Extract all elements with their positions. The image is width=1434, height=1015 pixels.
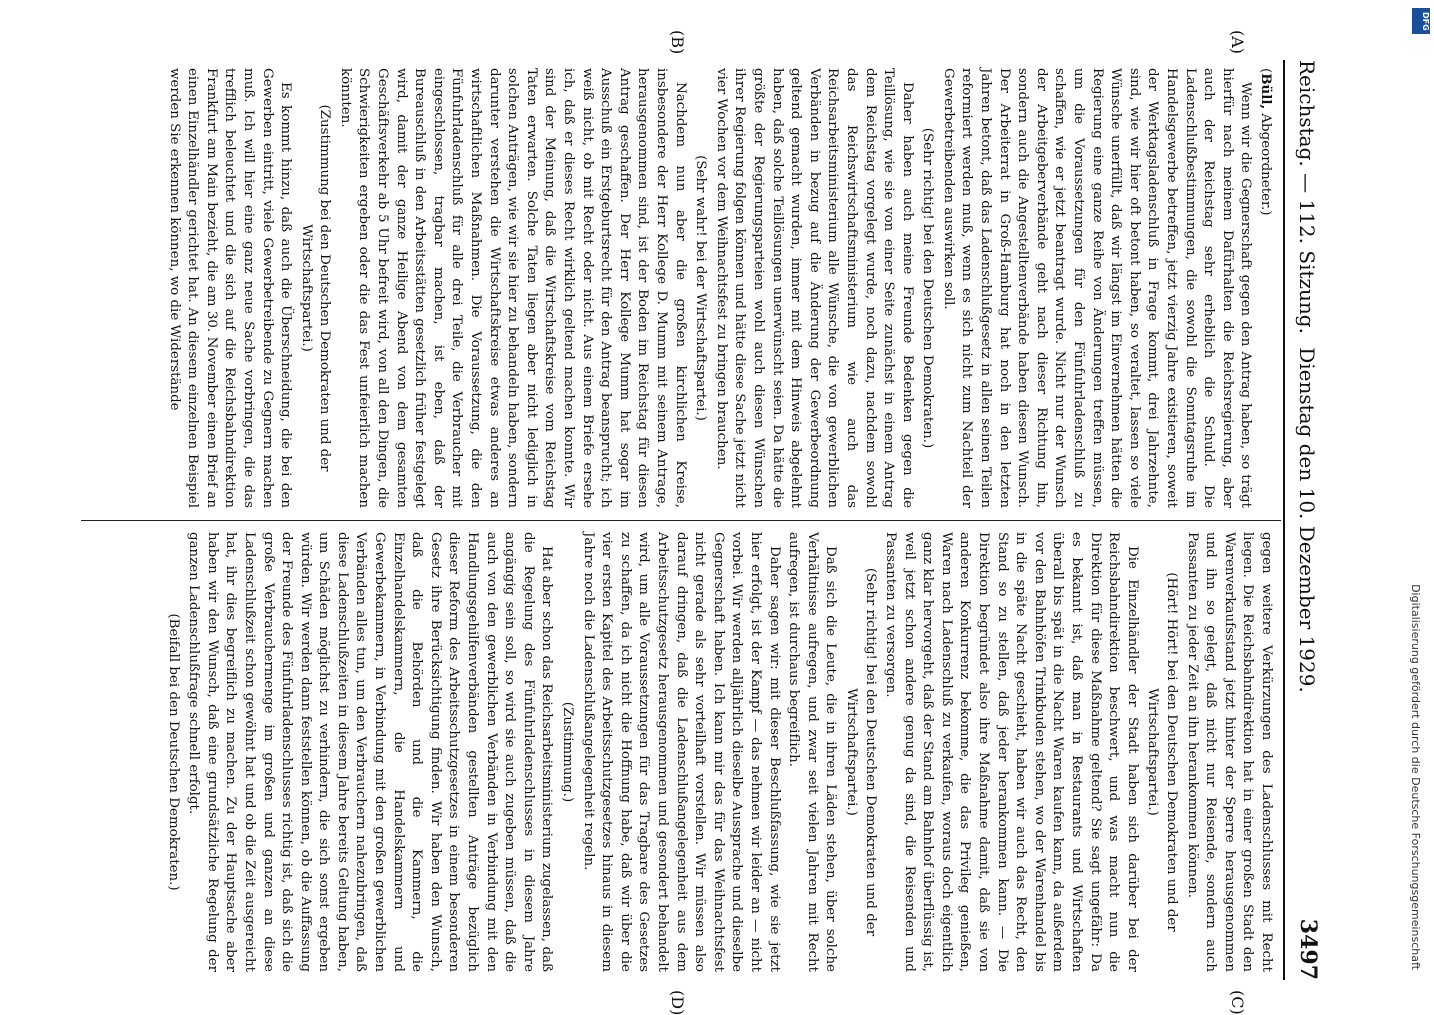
paragraph: gegen weitere Verkürzungen des Ladenschlusses mit Recht liegen. Die Reichsbahndirektion hat in einer großen Stadt den Warenverkaufsstand jetzt hinter der Sperre herausgenommen und ihn so gelegt, daß nicht nur Reisende, sondern auch Passanten zu jeder Zeit an ihn herankommen können. bbox=[1184, 532, 1274, 972]
interjection: (Zustimmung bei den Deutschen Demokraten und der Wirtschaftspartei.) bbox=[298, 104, 333, 472]
paragraph: Hat aber schon das Reichsarbeitsministerium zugelassen, daß die Regelung des Fünfuhrladenschlusses in diesem Jahre angängig sein soll, so wird sie auch zugeben müssen, daß die auch von den gewerblichen Verbänden in Verbindung mit den Handlungsgehilfenverbänden gestellten Anträge bezüglich dieser Reform des Arbeitsschutzgesetzes in einem besonderen Gesetz ihre Berücksichtigung finden. Wir haben den Wunsch, daß die Behörden und die Kammern, die Einzelhandelskammern, die Handelskammern und Gewerbekammern, in Verbindung mit den großen gewerblichen Verbänden alles tun, um den Verbrauchern nahezubringen, daß diese Ladenschlußzeiten in diesem Jahre bereits Geltung haben, um Schäden möglichst zu verhindern, die sich sonst ergeben würden. Wir werden dann feststellen können, ob die Auffassung der Freunde des Fünfuhrladenschlusses richtig ist, daß sich die große Verbrauchermenge im großen und ganzen an diese Ladenschlußzeit schon gewöhnt hat und ob die Zeit ausgereicht hat, ihr dies begreiflich zu machen. Zu der Hauptsache aber haben wir den Wunsch, daß eine grundsätzliche Regelung der ganzen Ladenschlußfrage schnell erfolgt. bbox=[186, 532, 555, 972]
paragraph: Daher sagen wir: mit dieser Beschlußfassung, wie sie jetzt hier erfolgt, ist der Kampf — das nehmen wir leider an — nicht vorbei. Wir werden alljährlich dieselbe Aussprache und dieselbe Gegnerschaft haben. Ich kann mir das für das Weihnachtsfest nicht gerade als sehr vorteilhaft vorstellen. Wir müssen also darauf dringen, daß die Ladenschlußangelegenheit aus dem Arbeitsschutzgesetz herausgenommen und gesondert behandelt wird, um alle Voraussetzungen für das Tragbare des Gesetzes zu schaffen, da ich nicht die Hoffnung habe, daß wir über die vier ersten Kapitel des Arbeitsschutzgesetzes hinaus in diesem Jahre noch die Ladenschlußangelegenheit regeln. bbox=[580, 532, 782, 972]
interjection: (Zustimmung.) bbox=[560, 701, 576, 803]
speaker-name: Büll, bbox=[1258, 73, 1274, 110]
margin-mark-c: (C) bbox=[1228, 990, 1247, 1015]
paragraph: Die Einzelhändler der Stadt haben sich darüber bei der Reichsbahndirektion beschwert, und was macht nun die Direktion für diese Maßnahme geltend? Sie sagt ungefähr: Da es bekannt ist, daß man in Restaurants und Wirtschaften überall bis spät in die Nacht Waren kaufen kann, da außerdem vor den Bahnhöfen Trinkbuden stehen, wo der Warenhandel bis in die späte Nacht geschieht, haben wir auch das Recht, den Stand so zu stellen, daß jeder herankommen kann. — Die Direktion begründet also ihre Maßnahme damit, daß sie von anderen Konkurrenz bekomme, die das Privileg genießen, Waren nach Ladenschluß zu verkaufen, woraus doch eigentlich ganz klar hervorgeht, daß der Stand am Bahnhof überflüssig ist, weil jetzt schon andere genug da sind, die Reisenden und Passanten zu versorgen. bbox=[883, 532, 1140, 972]
margin-mark-d: (D) bbox=[668, 990, 687, 1015]
rotated-page bbox=[67, 30, 1327, 1015]
digitization-imprint bbox=[1392, 10, 1432, 990]
paragraph: Wenn wir die Gegnerschaft gegen den Antrag haben, so trägt hierfür nach meinem Dafürhalten die Reichsregierung, aber auch der Reichstag sehr erheblich die Schuld. Die Ladenschlußbestimmungen, die sowohl die Sonntagsruhe im Handelsgewerbe betreffen, jetzt vierzig Jahre existieren, soweit der Werktagsladenschluß in Frage kommt, drei Jahrzehnte, sind, wie wir hier oft betont haben, so veraltet, lassen so viele Wünsche unerfüllt, daß wir längst im Einvernehmen hätten die Regierung eine ganze Reihe von Änderungen treffen müssen, um die Voraussetzungen für den Fünfuhrladenschluß zu schaffen, wie er jetzt beantragt wurde. Nicht nur der Wunsch der Arbeitgeberverbände geht nach dieser Richtung hin, sondern auch die Angestelltenverbände haben diesen Wunsch. Der Arbeiterrat in Groß-Hamburg hat noch in den letzten Jahren betont, daß das Ladenschlußgesetz in allen seinen Teilen reformiert werden muß, wenn es sich nicht zum Nachteil der Gewerbetreibenden auswirken soll. bbox=[940, 68, 1254, 508]
interjection: (Sehr richtig! bei den Deutschen Demokraten.) bbox=[920, 127, 936, 449]
header-rule bbox=[1283, 60, 1285, 980]
margin-mark-a: (A) bbox=[1228, 30, 1247, 55]
imprint-text: Digitalisierung gefördert durch die Deutsche Forschungsgemeinschaft bbox=[1409, 584, 1422, 970]
paragraph: Nachdem nun aber die großen kirchlichen Kreise, insbesondere der Herr Kollege D. Mumm mit seinem Antrage, herausgenommen sind, ist der Boden im Reichstag für diesen Antrag geschaffen. Der Herr Kollege Mumm hat sogar im Ausschuß ein Erstgeburtsrecht für den Antrag beansprucht; ich weiß nicht, ob mit Recht oder nicht. Aus einem Briefe ersehe ich, daß er dieses Recht wirklich geltend machen konnte. Wir sind der Meinung, daß die Wirtschaftskreise vom Reichstag Taten erwarten. Solche Taten liegen aber nicht lediglich in solchen Anträgen, wie wir sie hier zu behandeln haben, sondern darunter verstehen die Wirtschaftskreise etwas anderes an wirtschaftlichen Maßnahmen. Die Voraussetzung, die den Fünfuhrladenschluß für alle drei Teile, die Verbraucher mit eingeschlossen, tragbar machen, ist eben, daß der Bureauschluß in den Arbeitsstätten gesetzlich früher festgelegt wird, damit der ganze Heilige Abend von dem gesamten Geschäftsverkehr ab 5 Uhr befreit wird, von all den Dingen, die Schwierigkeiten ergeben oder die das Fest unfeierlich machen könnten. bbox=[337, 68, 688, 508]
interjection: (Sehr wahr! bei der Wirtschaftspartei.) bbox=[693, 155, 709, 421]
speaker-role: Abgeordneter.) bbox=[1258, 113, 1273, 216]
interjection: (Sehr richtig! bei den Deutschen Demokraten und der Wirtschaftspartei.) bbox=[843, 567, 878, 937]
right-column bbox=[161, 532, 1275, 972]
left-column bbox=[163, 68, 1275, 508]
header-left: Reichstag. — 112. Sitzung. bbox=[1295, 60, 1319, 334]
paragraph: Es kommt hinzu, daß auch die Überschneidung, die bei den Gewerben eintritt, viele Gewerbetreibende zu Gegnern machen muß. Ich will hier eine ganz neue Sache vorbringen, die das trefflich beleuchtet und die sich auf die Reichsbahndirektion Frankfurt am Main bezieht, die am 30. November einen Brief an einen Einzelhändler gerichtet hat. An diesem einzelnen Beispiel werden Sie erkennen können, wo die Widerstände bbox=[166, 68, 294, 508]
paragraph: Daher haben auch meine Freunde Bedenken gegen die Teillösung, wie sie von einer Seite zunächst in einem Antrag dem Reichstag vorgelegt wurde, noch dazu, nachdem sowohl das Reichswirtschaftsministerium wie auch das Reichsarbeitsministerium alle Wünsche, die von gewerblichen Verbänden in bezug auf die Änderung der Gewerbeordnung geltend gemacht wurden, immer mit dem Hinweis abgelehnt haben, daß solche Teillösungen unerwünscht seien. Da hätte die größte der Regierungsparteien wohl auch diesen Wünschen ihrer Regierung folgen können und hätte diese Sache jetzt nicht vier Wochen vor dem Weihnachtsfest zu bringen brauchen. bbox=[713, 68, 915, 508]
dfg-logo: DFG bbox=[1412, 8, 1430, 34]
page-header bbox=[1287, 60, 1327, 980]
margin-mark-b: (B) bbox=[668, 30, 687, 55]
column-separator bbox=[81, 520, 1281, 521]
speaker-line: (Büll, Abgeordneter.) bbox=[1258, 68, 1274, 216]
header-date: Dienstag den 10. Dezember 1929. bbox=[1295, 347, 1319, 693]
interjection: (Beifall bei den Deutschen Demokraten.) bbox=[165, 613, 181, 891]
page-number: 3497 bbox=[1295, 918, 1321, 980]
interjection: (Hört! Hört! bei den Deutschen Demokraten und der Wirtschaftspartei.) bbox=[1145, 572, 1180, 932]
paragraph: Daß sich die Leute, die in ihren Läden stehen, über solche Verhältnisse aufregen, und zwar seit vielen Jahren mit Recht aufregen, ist durchaus begreiflich. bbox=[786, 532, 839, 972]
